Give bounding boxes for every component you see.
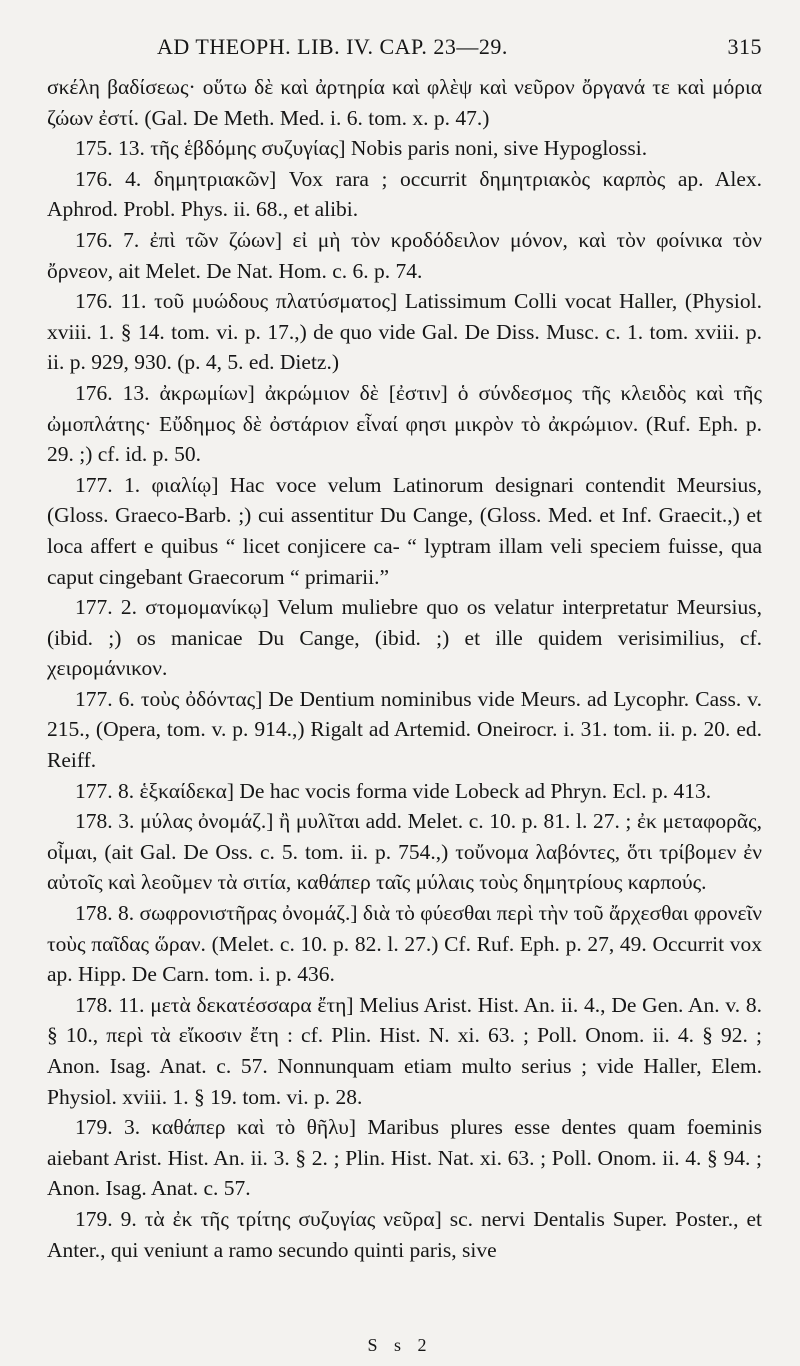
note-entry: 178. 11. μετὰ δεκατέσσαρα ἔτη] Melius Arist. Hist. An. ii. 4., De Gen. An. v. 8. § 10., περὶ τὰ εἴκοσιν ἔτη : cf. Plin. Hist. N. xi. 63. ; Poll. Onom. ii. 4. § 92. ; Anon. Isag. Anat. c. 57. Nonnunquam etiam multo serius ; vide Haller, Elem. Physiol. xviii. 1. § 19. tom. vi. p. 28. <box>47 992 762 1109</box>
note-entry: 176. 13. ἀκρωμίων] ἀκρώμιον δὲ [ἐστιν] ὁ σύνδεσμος τῆς κλειδὸς καὶ τῆς ὠμοπλάτης· Εὔδημος δὲ ὀστάριον εἶναί φησι μικρὸν τὸ ἀκρώμιον. (Ruf. Eph. p. 29. ;) cf. id. p. 50. <box>47 380 762 467</box>
note-entry: 177. 2. στομομανίκῳ] Velum muliebre quo os velatur interpretatur Meursius, (ibid. ;) os manicae Du Cange, (ibid. ;) et ille quidem verisimilius, cf. χειρομάνικον. <box>47 595 762 681</box>
running-title: AD THEOPH. LIB. IV. CAP. 23—29. <box>157 34 508 59</box>
text-paragraph: σκέλη βαδίσεως· οὕτω δὲ καὶ ἀρτηρία καὶ φλὲψ καὶ νεῦρον ὄργανά τε καὶ μόρια ζώων ἐστί. (Gal. De Meth. Med. i. 6. tom. x. p. 47.) <box>47 75 762 130</box>
annotation-body <box>47 72 762 1265</box>
note-entry: 176. 11. τοῦ μυώδους πλατύσματος] Latissimum Colli vocat Haller, (Physiol. xviii. 1. § 14. tom. vi. p. 17.,) de quo vide Gal. De Diss. Musc. c. 1. tom. xviii. p. ii. p. 929, 930. (p. 4, 5. ed. Dietz.) <box>47 289 762 375</box>
note-entry: 179. 3. καθάπερ καὶ τὸ θῆλυ] Maribus plures esse dentes quam foeminis aiebant Arist. Hist. An. ii. 3. § 2. ; Plin. Hist. Nat. xi. 63. ; Poll. Onom. ii. 4. § 94. ; Anon. Isag. Anat. c. 57. <box>47 1115 762 1201</box>
note-entry: 177. 1. φιαλίῳ] Hac voce velum Latinorum designari contendit Meursius, (Gloss. Graeco-Barb. ;) cui assentitur Du Cange, (Gloss. Med. et Inf. Graecit.,) et loca affert e quibus “ licet conjicere ca- “ lyptram illam veli speciem fuisse, qua caput cingebant Graecorum “ primarii.” <box>47 472 762 589</box>
note-entry: 176. 7. ἐπὶ τῶν ζώων] εἰ μὴ τὸν κροδόδειλον μόνον, καὶ τὸν φοίνικα τὸν ὄρνεον, ait Melet. De Nat. Hom. c. 6. p. 74. <box>47 227 762 283</box>
note-entry: 177. 8. ἑξκαίδεκα] De hac vocis forma vide Lobeck ad Phryn. Ecl. p. 413. <box>75 778 712 803</box>
note-entry: 176. 4. δημητριακῶν] Vox rara ; occurrit δημητριακὸς καρπὸς ap. Alex. Aphrod. Probl. Phys. ii. 68., et alibi. <box>47 166 762 222</box>
note-entry: 178. 8. σωφρονιστῆρας ὀνομάζ.] διὰ τὸ φύεσθαι περὶ τὴν τοῦ ἄρχεσθαι φρονεῖν τοὺς παῖδας ὥραν. (Melet. c. 10. p. 82. l. 27.) Cf. Ruf. Eph. p. 27, 49. Occurrit vox ap. Hipp. De Carn. tom. i. p. 436. <box>47 901 762 987</box>
running-head <box>47 34 762 64</box>
note-entry: 175. 13. τῆς ἑβδόμης συζυγίας] Nobis paris noni, sive Hypoglossi. <box>75 136 648 161</box>
note-entry: 178. 3. μύλας ὀνομάζ.] ἢ μυλῖται add. Melet. c. 10. p. 81. l. 27. ; ἐκ μεταφορᾶς, οἶμαι, (ait Gal. De Oss. c. 5. tom. ii. p. 754.,) τοὔνομα λαβόντες, ὅτι τρίβομεν ἐν αὐτοῖς καὶ λεοῦμεν τὰ σιτία, καθάπερ ταῖς μύλαις τοὺς δημητρίους καρπούς. <box>47 809 762 895</box>
signature-mark: S s 2 <box>367 1335 433 1355</box>
note-entry: 177. 6. τοὺς ὀδόντας] De Dentium nominibus vide Meurs. ad Lycophr. Cass. v. 215., (Opera, tom. v. p. 914.,) Rigalt ad Artemid. Oneirocr. i. 31. tom. ii. p. 20. ed. Reiff. <box>47 686 762 773</box>
page-number: 315 <box>727 34 762 59</box>
note-entry: 179. 9. τὰ ἐκ τῆς τρίτης συζυγίας νεῦρα] sc. nervi Dentalis Super. Poster., et Anter., qui veniunt a ramo secundo quinti paris, sive <box>47 1206 762 1262</box>
